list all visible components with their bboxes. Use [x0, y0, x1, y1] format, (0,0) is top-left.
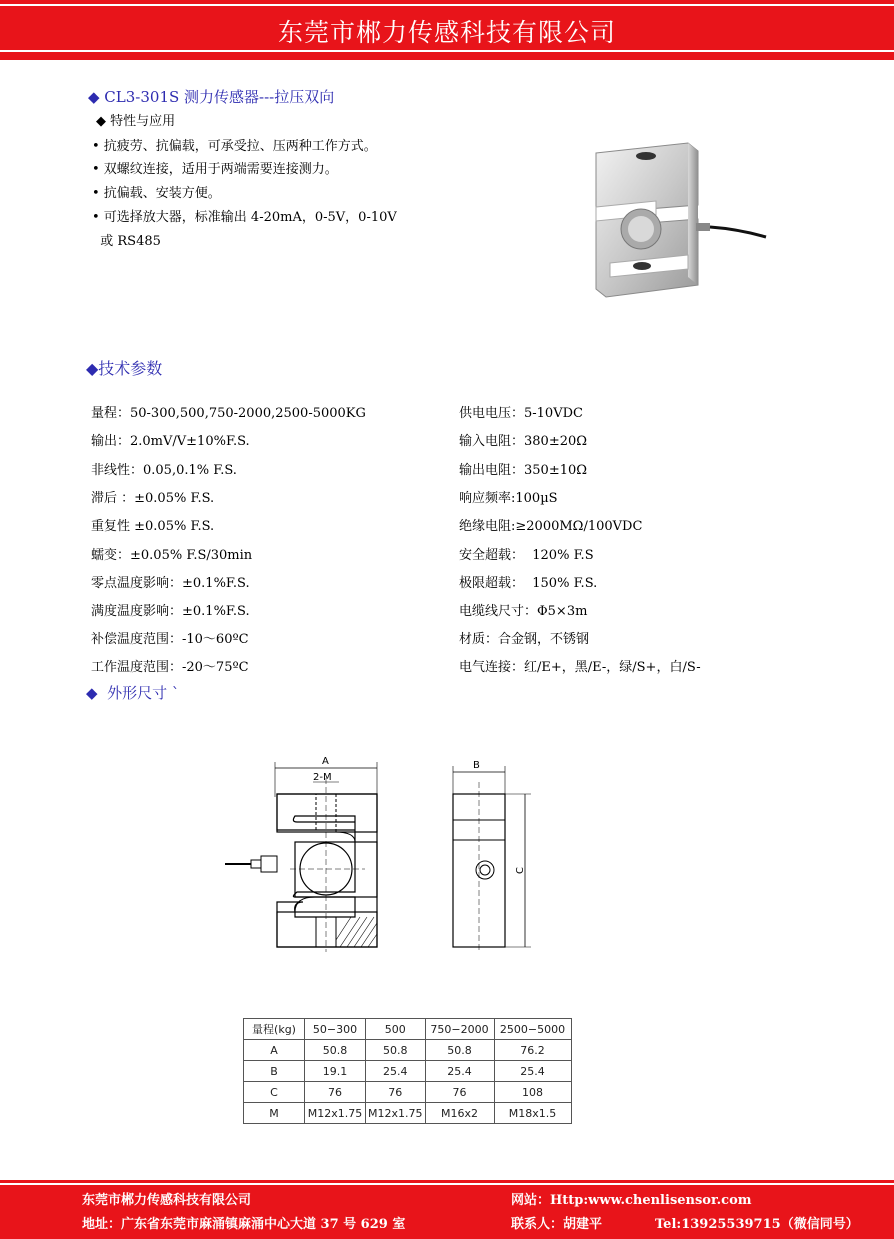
- spec-right: 极限超载： 150% F.S.: [459, 576, 598, 591]
- footer-website[interactable]: 网站：Http:www.chenlisensor.com: [511, 1193, 752, 1208]
- dim-label-a: A: [322, 756, 329, 767]
- table-row: [244, 1040, 572, 1061]
- footer-bar: [0, 1180, 894, 1239]
- spec-left: 补偿温度范围：-10～60ºC: [91, 632, 249, 647]
- table-cell: 25.4: [425, 1061, 494, 1082]
- table-cell: 76: [305, 1082, 366, 1103]
- table-row: [244, 1103, 572, 1124]
- table-cell: M18x1.5: [494, 1103, 571, 1124]
- dim-label-m: 2-M: [313, 772, 332, 783]
- table-cell: 50.8: [305, 1040, 366, 1061]
- spec-left: 滞后 ：±0.05% F.S.: [91, 491, 215, 506]
- side-view: [453, 794, 505, 947]
- table-row: [244, 1061, 572, 1082]
- table-header-cell: 500: [366, 1019, 426, 1040]
- table-cell: 76: [366, 1082, 426, 1103]
- table-cell: 25.4: [366, 1061, 426, 1082]
- table-cell: 50.8: [425, 1040, 494, 1061]
- table-header-cell: 50−300: [305, 1019, 366, 1040]
- spec-left: 满度温度影响：±0.1%F.S.: [91, 604, 250, 619]
- table-cell: M16x2: [425, 1103, 494, 1124]
- table-cell: A: [244, 1040, 305, 1061]
- spec-right: 响应频率:100µS: [459, 491, 558, 506]
- footer-stripe-top: [0, 1183, 894, 1185]
- dim-label-c: C: [515, 867, 526, 874]
- spec-right: 输出电阻：350±10Ω: [459, 463, 588, 478]
- features-heading: ◆ 特性与应用: [96, 114, 176, 129]
- table-cell: 50.8: [366, 1040, 426, 1061]
- spec-left: 零点温度影响：±0.1%F.S.: [91, 576, 250, 591]
- feature-item: • 抗偏载、安装方便。: [92, 186, 221, 201]
- table-header-cell: 2500−5000: [494, 1019, 571, 1040]
- hatch-area: [336, 917, 377, 947]
- footer-tel: Tel:13925539715（微信同号）: [655, 1217, 859, 1232]
- spec-right: 材质：合金钢，不锈钢: [459, 632, 590, 647]
- feature-item: • 双螺纹连接，适用于两端需要连接测力。: [92, 162, 338, 177]
- specs-heading: ◆技术参数: [86, 359, 163, 378]
- feature-item: 或 RS485: [92, 234, 161, 249]
- spec-right: 电气连接：红/E+，黑/E-，绿/S+，白/S-: [459, 660, 701, 675]
- product-title: ◆ CL3-301S 测力传感器---拉压双向: [88, 88, 335, 106]
- spec-right: 绝缘电阻:≥2000MΩ/100VDC: [459, 519, 643, 534]
- spec-right: 输入电阻：380±20Ω: [459, 434, 588, 449]
- header-bar: [0, 0, 894, 60]
- table-row: [244, 1082, 572, 1103]
- table-cell: M12x1.75: [366, 1103, 426, 1124]
- table-cell: M: [244, 1103, 305, 1124]
- table-header-row: [244, 1019, 572, 1040]
- feature-item: • 可选择放大器，标准输出 4-20mA，0-5V，0-10V: [92, 210, 397, 225]
- dimension-drawing: [215, 752, 545, 962]
- header-stripe-top: [0, 4, 894, 6]
- spec-right: 电缆线尺寸：Φ5×3m: [459, 604, 588, 619]
- dimension-table: [243, 1018, 572, 1124]
- spec-left: 非线性：0.05,0.1% F.S.: [91, 463, 237, 478]
- header-stripe-bottom: [0, 50, 894, 52]
- spec-left: 量程：50-300,500,750-2000,2500-5000KG: [91, 406, 366, 421]
- load-cell-photo: [548, 125, 768, 350]
- table-cell: 25.4: [494, 1061, 571, 1082]
- table-cell: C: [244, 1082, 305, 1103]
- company-title: 东莞市郴力传感科技有限公司: [277, 18, 616, 47]
- spec-left: 输出：2.0mV/V±10%F.S.: [91, 434, 250, 449]
- spec-left: 重复性 ±0.05% F.S.: [91, 519, 215, 534]
- spec-right: 安全超载： 120% F.S: [459, 548, 594, 563]
- table-cell: 19.1: [305, 1061, 366, 1082]
- footer-address: 地址：广东省东莞市麻涌镇麻涌中心大道 37 号 629 室: [82, 1217, 406, 1232]
- spec-left: 蠕变：±0.05% F.S/30min: [91, 548, 253, 563]
- table-cell: 76: [425, 1082, 494, 1103]
- footer-contact: 联系人：胡建平: [511, 1217, 603, 1232]
- dimensions-heading: ◆ 外形尺寸 `: [86, 684, 180, 702]
- table-cell: M12x1.75: [305, 1103, 366, 1124]
- spec-right: 供电电压：5-10VDC: [459, 406, 583, 421]
- table-cell: B: [244, 1061, 305, 1082]
- feature-item: • 抗疲劳、抗偏载，可承受拉、压两种工作方式。: [92, 139, 377, 154]
- table-header-cell: 750−2000: [425, 1019, 494, 1040]
- footer-company: 东莞市郴力传感科技有限公司: [82, 1193, 252, 1208]
- table-cell: 108: [494, 1082, 571, 1103]
- table-header-cell: 量程(kg): [244, 1019, 305, 1040]
- spec-left: 工作温度范围：-20～75ºC: [91, 660, 249, 675]
- dim-label-b: B: [473, 760, 480, 771]
- table-cell: 76.2: [494, 1040, 571, 1061]
